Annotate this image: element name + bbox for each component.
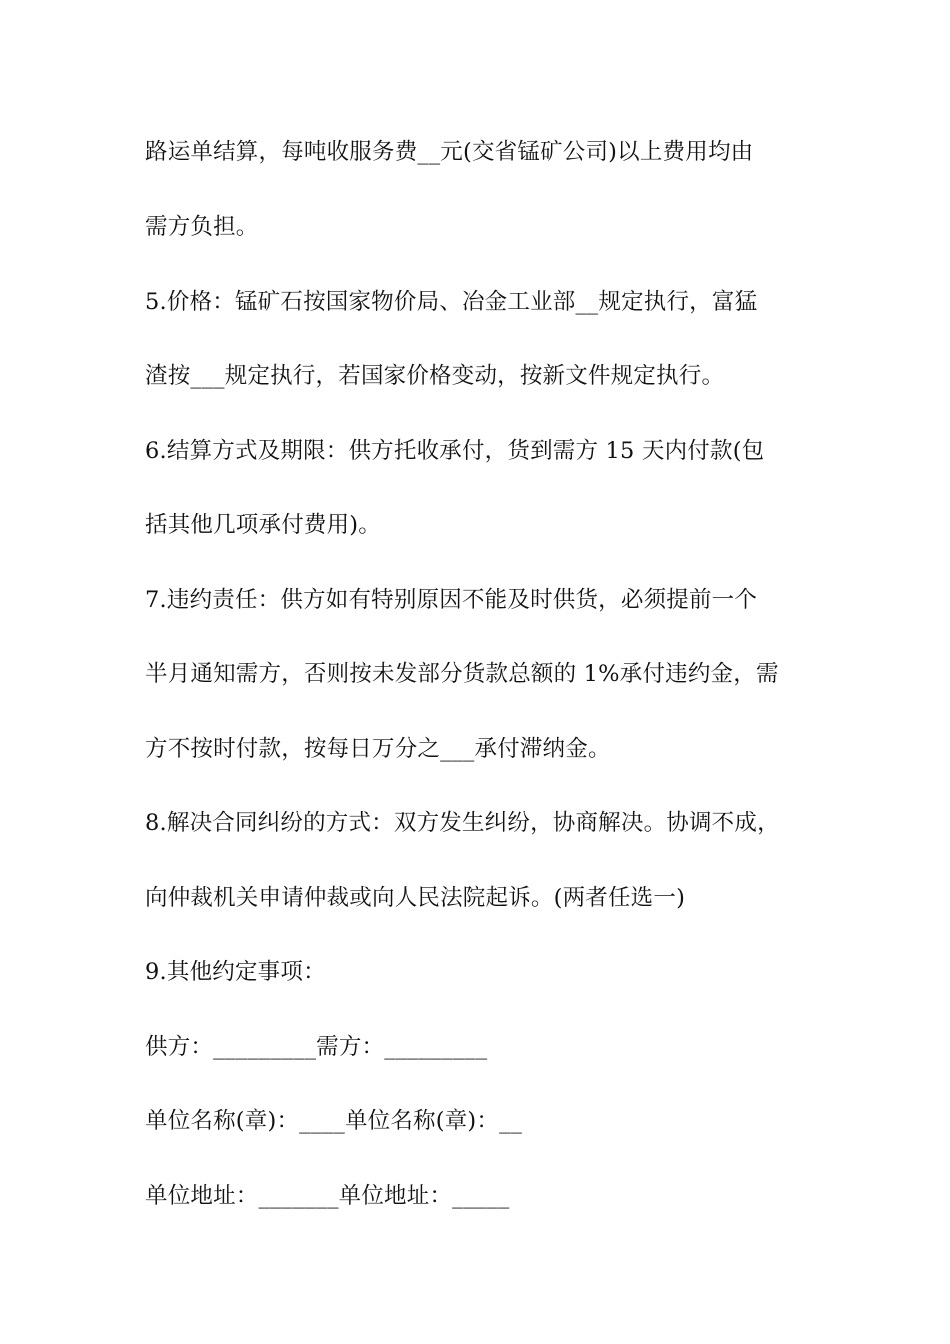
text-line: 方不按时付款，按每日万分之___承付滞纳金。 bbox=[145, 736, 611, 762]
text-line: 9.其他约定事项： bbox=[145, 959, 326, 985]
text-line: 路运单结算，每吨收服务费__元(交省锰矿公司)以上费用均由 bbox=[145, 139, 754, 165]
signature-line-unit-name: 单位名称(章)：____单位名称(章)：__ bbox=[145, 1108, 523, 1134]
text-line: 半月通知需方，否则按未发部分货款总额的 1%承付违约金，需 bbox=[145, 661, 779, 687]
text-line: 需方负担。 bbox=[145, 214, 259, 240]
text-line: 向仲裁机关申请仲裁或向人民法院起诉。(两者任选一) bbox=[145, 885, 686, 911]
text-line: 8.解决合同纠纷的方式：双方发生纠纷，协商解决。协调不成， bbox=[145, 810, 780, 836]
text-line: 6.结算方式及期限：供方托收承付，货到需方 15 天内付款(包 bbox=[145, 438, 765, 464]
signature-line-unit-address: 单位地址：_______单位地址：_____ bbox=[145, 1183, 510, 1209]
text-line: 括其他几项承付费用)。 bbox=[145, 512, 381, 538]
text-line: 5.价格：锰矿石按国家物价局、冶金工业部__规定执行，富猛 bbox=[145, 289, 758, 315]
text-line: 7.违约责任：供方如有特别原因不能及时供货，必须提前一个 bbox=[145, 587, 758, 613]
text-line: 渣按___规定执行，若国家价格变动，按新文件规定执行。 bbox=[145, 363, 725, 389]
signature-line-parties: 供方：_________需方：_________ bbox=[145, 1034, 488, 1060]
